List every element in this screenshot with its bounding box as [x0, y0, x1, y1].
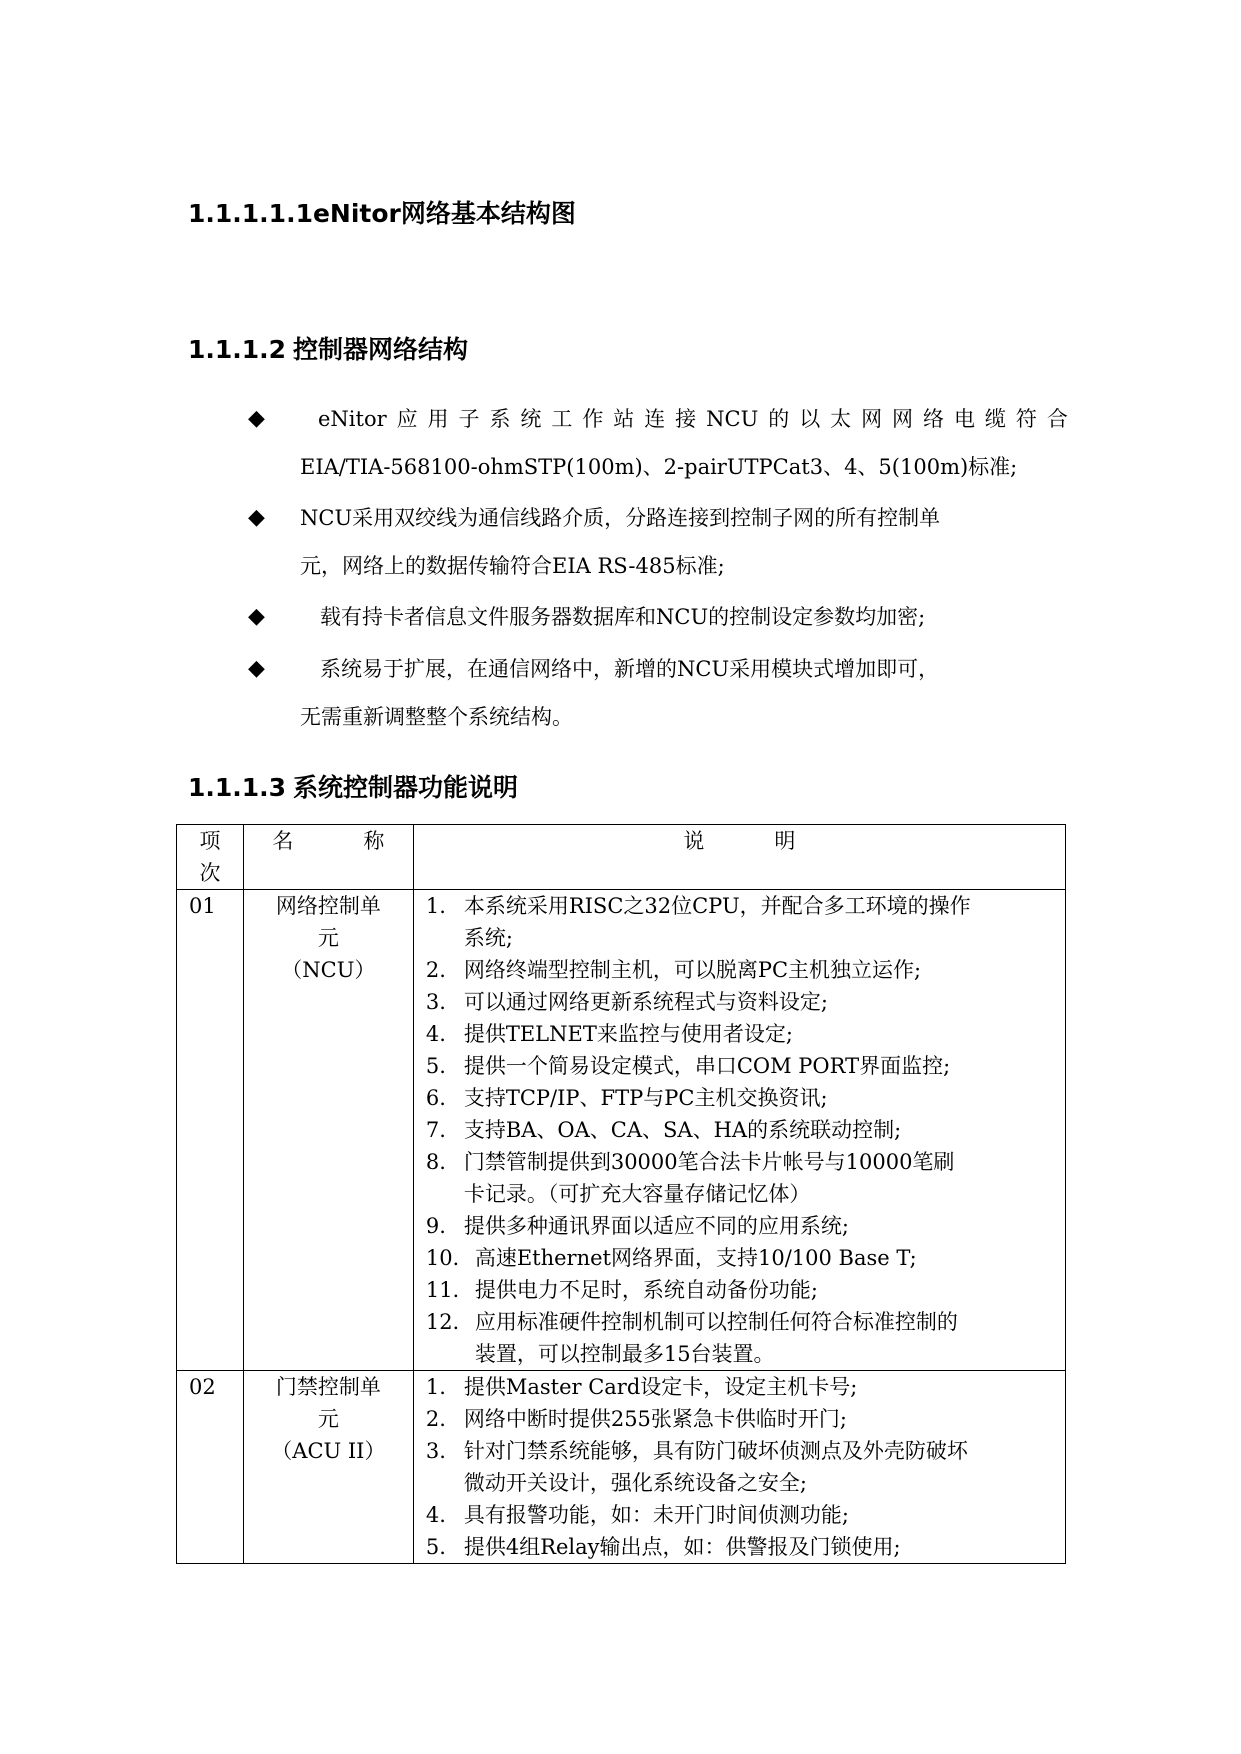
- heading-number: 1.1.1.3: [188, 773, 287, 802]
- bullet-word: 以: [799, 407, 821, 431]
- item-text-line: 提供电力不足时，系统自动备份功能;: [474, 1278, 818, 1302]
- row-name-line: 元: [317, 1407, 339, 1431]
- description-item: [426, 1499, 1057, 1531]
- item-text-line: 微动开关设计，强化系统设备之安全;: [463, 1471, 807, 1495]
- diamond-bullet-icon: ◆: [248, 406, 265, 431]
- item-text-line: 应用标准硬件控制机制可以控制任何符合标准控制的: [474, 1310, 958, 1334]
- row-name-line: 网络控制单: [275, 894, 381, 918]
- item-text-line: 可以通过网络更新系统程式与资料设定;: [463, 990, 828, 1014]
- table-header-row: [177, 825, 1066, 890]
- bullet-line: EIA/TIA-568100-ohmSTP(100m)、2-pairUTPCat3、4、5(100m)标准;: [300, 455, 1018, 479]
- description-item: [426, 1082, 1057, 1114]
- bullet-word: 应: [396, 407, 418, 431]
- bullet-word: 缆: [984, 407, 1006, 431]
- item-text-line: 提供TELNET来监控与使用者设定;: [463, 1022, 793, 1046]
- heading-title: 系统控制器功能说明: [293, 773, 519, 802]
- item-text-line: 提供4组Relay输出点，如：供警报及门锁使用;: [463, 1535, 901, 1559]
- diamond-bullet-icon: ◆: [248, 505, 265, 530]
- bullet-word: 用: [427, 407, 449, 431]
- description-item: [426, 986, 1057, 1018]
- row-name-line: 门禁控制单: [275, 1375, 381, 1399]
- table-row: [177, 1371, 1066, 1564]
- item-number: 5.: [425, 1054, 446, 1078]
- bullet-word: eNitor: [318, 407, 387, 431]
- bullet-word: 连: [644, 407, 666, 431]
- description-item: [426, 1435, 1057, 1499]
- item-number: 11.: [425, 1278, 460, 1302]
- description-item: [426, 1306, 1057, 1370]
- bullet-word: 电: [953, 407, 975, 431]
- row-name: [243, 890, 413, 1371]
- bullet-line: 元，网络上的数据传输符合EIA RS-485标准;: [300, 554, 725, 578]
- item-text-line: 提供Master Card设定卡，设定主机卡号;: [463, 1375, 858, 1399]
- header-index-line: 次: [199, 861, 221, 885]
- description-item: [426, 890, 1057, 954]
- bullet-word: 网: [892, 407, 914, 431]
- bullet-word: 符: [1015, 407, 1037, 431]
- table-row: [177, 890, 1066, 1371]
- bullet-word: 接: [675, 407, 697, 431]
- description-item: [426, 1210, 1057, 1242]
- bullet-item-encryption: [248, 593, 1068, 641]
- bullet-word: 合: [1046, 407, 1068, 431]
- row-index: 02: [177, 1371, 244, 1564]
- item-number: 1.: [425, 1375, 446, 1399]
- bullet-word: NCU: [706, 407, 759, 431]
- item-text-line: 系统;: [463, 926, 513, 950]
- header-index: [177, 825, 244, 890]
- row-name-line: （NCU）: [281, 958, 376, 982]
- section-heading-controller-functions: [188, 768, 518, 804]
- item-number: 4.: [425, 1503, 446, 1527]
- bullet-word: 统: [520, 407, 542, 431]
- row-name: [243, 1371, 413, 1564]
- item-text-line: 提供多种通讯界面以适应不同的应用系统;: [463, 1214, 849, 1238]
- diamond-bullet-icon: ◆: [248, 656, 265, 681]
- row-name-line: （ACU II）: [271, 1439, 386, 1463]
- description-item: [426, 1050, 1057, 1082]
- header-description-char: 明: [774, 829, 796, 853]
- bullet-word: 的: [768, 407, 790, 431]
- description-item: [426, 1531, 1057, 1563]
- row-description: [413, 890, 1065, 1371]
- diamond-bullet-icon: ◆: [248, 604, 265, 629]
- bullet-item-expansion: [248, 645, 1068, 741]
- item-text-line: 网络终端型控制主机，可以脱离PC主机独立运作;: [463, 958, 922, 982]
- heading-number: 1.1.1.2: [188, 335, 287, 364]
- heading-title: eNitor网络基本结构图: [312, 199, 576, 228]
- bullet-word: 子: [458, 407, 480, 431]
- description-item: [426, 1274, 1057, 1306]
- item-number: 12.: [425, 1310, 460, 1334]
- heading-number: 1.1.1.1.1: [188, 199, 313, 228]
- item-text-line: 支持TCP/IP、FTP与PC主机交换资讯;: [463, 1086, 828, 1110]
- bullet-word: 太: [830, 407, 852, 431]
- item-number: 8.: [425, 1150, 446, 1174]
- item-number: 7.: [425, 1118, 446, 1142]
- item-text-line: 本系统采用RISC之32位CPU，并配合多工环境的操作: [463, 894, 971, 918]
- item-text-line: 针对门禁系统能够，具有防门破坏侦测点及外壳防破坏: [463, 1439, 968, 1463]
- item-number: 4.: [425, 1022, 446, 1046]
- bullet-line: 系统易于扩展，在通信网络中，新增的NCU采用模块式增加即可，: [320, 657, 940, 681]
- item-number: 6.: [425, 1086, 446, 1110]
- header-description-char: 说: [683, 829, 705, 853]
- bullet-line: NCU采用双绞线为通信线路介质，分路连接到控制子网的所有控制单: [300, 506, 941, 530]
- bullet-word: 作: [582, 407, 604, 431]
- row-description: [413, 1371, 1065, 1564]
- heading-title: 控制器网络结构: [293, 335, 469, 364]
- header-name-char: 称: [363, 829, 385, 853]
- item-number: 2.: [425, 958, 446, 982]
- description-item: [426, 1242, 1057, 1274]
- item-text-line: 装置，可以控制最多15台装置。: [474, 1342, 775, 1366]
- item-text-line: 门禁管制提供到30000笔合法卡片帐号与10000笔刷: [463, 1150, 955, 1174]
- bullet-word: 系: [489, 407, 511, 431]
- bullet-line: 载有持卡者信息文件服务器数据库和NCU的控制设定参数均加密;: [320, 605, 926, 629]
- header-description: [413, 825, 1065, 890]
- item-text-line: 高速Ethernet网络界面，支持10/100 Base T;: [474, 1246, 917, 1270]
- description-item: [426, 1018, 1057, 1050]
- item-text-line: 卡记录。（可扩充大容量存储记忆体）: [463, 1182, 811, 1206]
- item-text-line: 提供一个简易设定模式，串口COM PORT界面监控;: [463, 1054, 951, 1078]
- bullet-word: 网: [861, 407, 883, 431]
- bullet-word: 工: [551, 407, 573, 431]
- description-item: [426, 1146, 1057, 1210]
- item-number: 3.: [425, 1439, 446, 1463]
- item-number: 9.: [425, 1214, 446, 1238]
- description-item: [426, 1114, 1057, 1146]
- section-heading-controller-network: [188, 330, 468, 366]
- bullet-line: 无需重新调整整个系统结构。: [300, 705, 573, 729]
- controller-function-table: [176, 824, 1066, 1564]
- description-item: [426, 1371, 1057, 1403]
- item-text-line: 支持BA、OA、CA、SA、HA的系统联动控制;: [463, 1118, 902, 1142]
- item-text-line: 具有报警功能，如：未开门时间侦测功能;: [463, 1503, 849, 1527]
- bullet-line: [248, 395, 1068, 443]
- bullet-item-twisted-pair: [248, 494, 1068, 590]
- bullet-item-ethernet-standard: [248, 395, 1068, 491]
- bullet-line-justified: [318, 395, 1068, 443]
- description-item: [426, 1403, 1057, 1435]
- header-index-line: 项: [199, 829, 221, 853]
- item-number: 10.: [425, 1246, 460, 1270]
- item-number: 1.: [425, 894, 446, 918]
- description-item: [426, 954, 1057, 986]
- bullet-word: 站: [613, 407, 635, 431]
- header-name: [243, 825, 413, 890]
- item-number: 2.: [425, 1407, 446, 1431]
- header-name-char: 名: [272, 829, 294, 853]
- bullet-word: 络: [923, 407, 944, 431]
- row-index: 01: [177, 890, 244, 1371]
- item-number: 5.: [425, 1535, 446, 1559]
- item-text-line: 网络中断时提供255张紧急卡供临时开门;: [463, 1407, 847, 1431]
- section-heading-network-structure-diagram: [188, 194, 576, 230]
- row-name-line: 元: [317, 926, 339, 950]
- item-number: 3.: [425, 990, 446, 1014]
